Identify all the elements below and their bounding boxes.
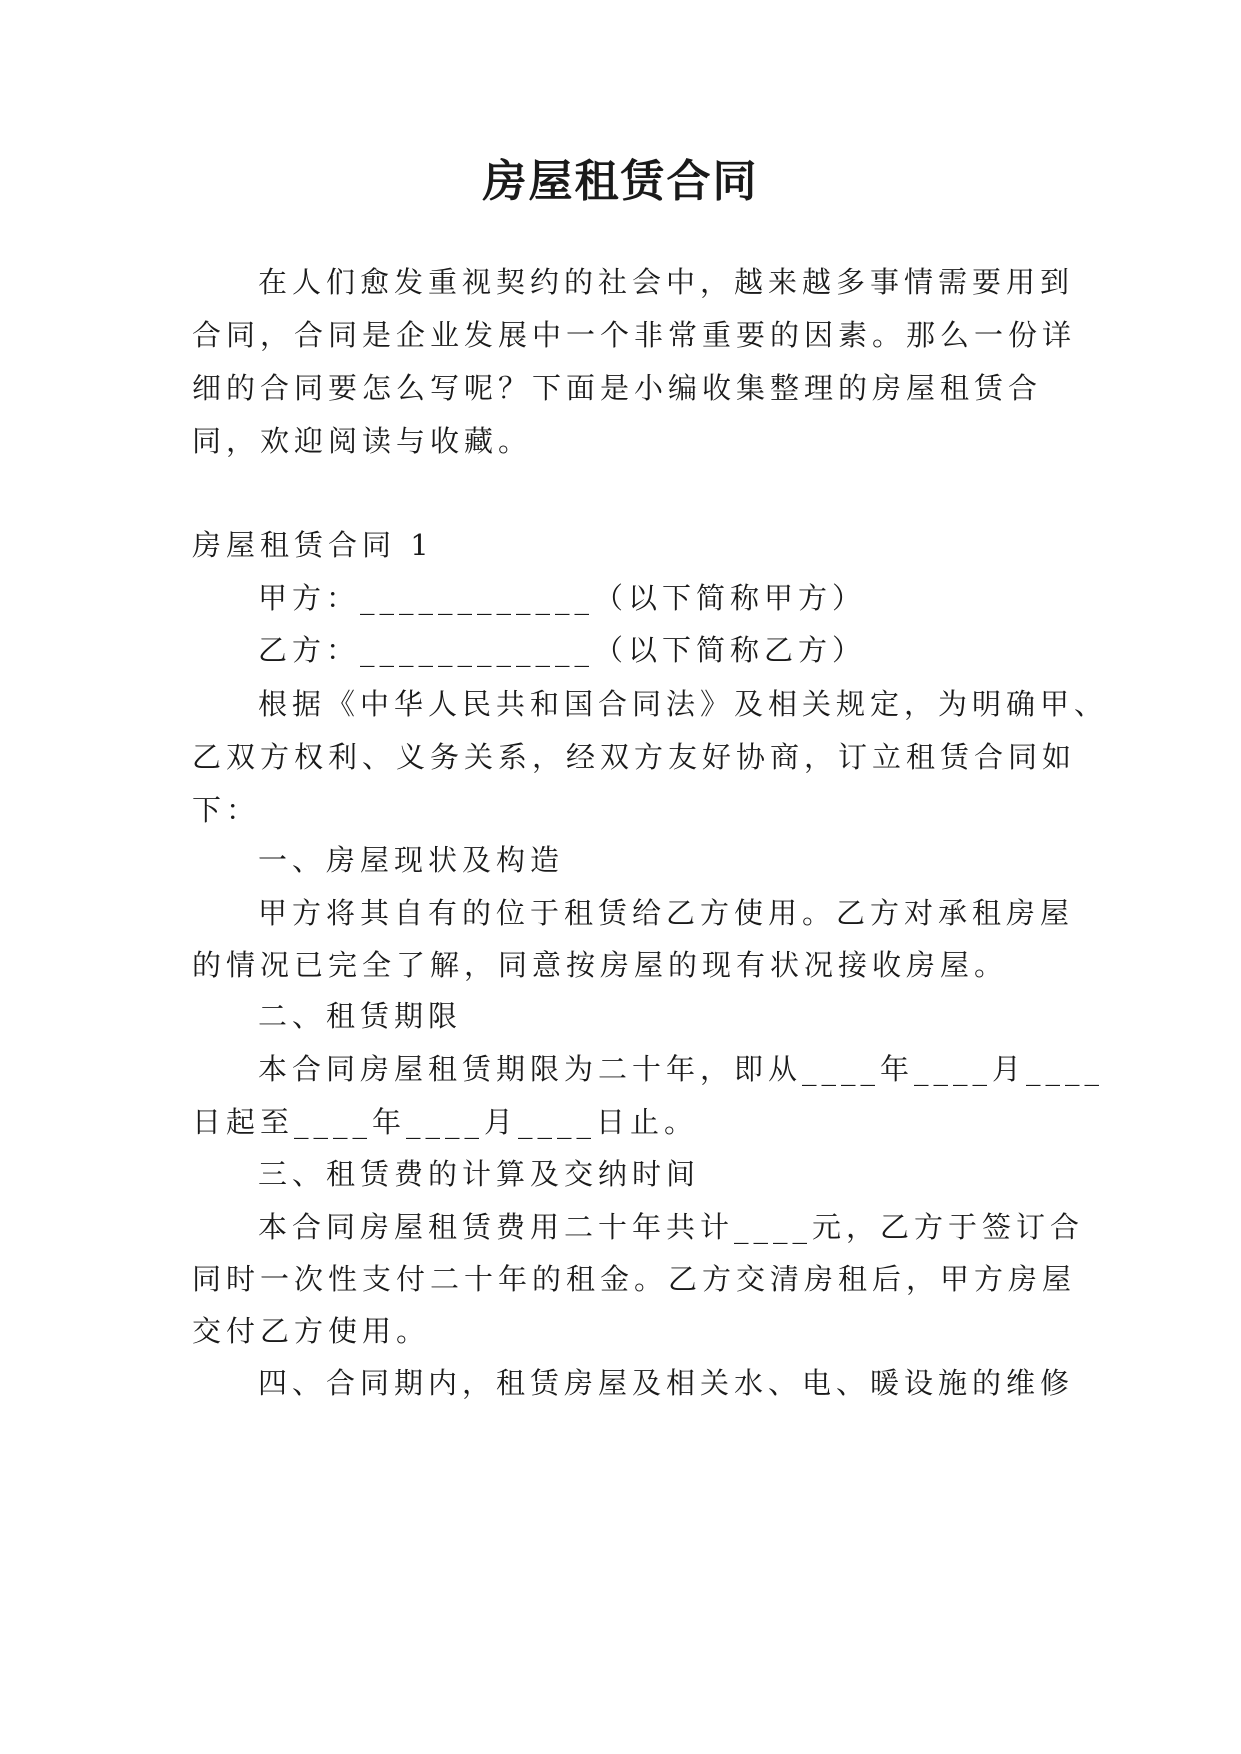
clause-heading: 二、租赁期限 bbox=[258, 999, 463, 1033]
intro-line: 同，欢迎阅读与收藏。 bbox=[192, 424, 533, 458]
intro-line: 在人们愈发重视契约的社会中，越来越多事情需要用到 bbox=[258, 265, 1075, 299]
body-line: 本合同房屋租赁期限为二十年，即从____年____月____ bbox=[258, 1052, 1105, 1086]
document-title: 房屋租赁合同 bbox=[482, 156, 759, 207]
clause-heading: 四、合同期内，租赁房屋及相关水、电、暖设施的维修 bbox=[258, 1366, 1075, 1400]
body-line: 交付乙方使用。 bbox=[192, 1314, 431, 1348]
party-b-line: 乙方：____________（以下简称乙方） bbox=[258, 633, 867, 667]
intro-line: 合同，合同是企业发展中一个非常重要的因素。那么一份详 bbox=[192, 318, 1077, 352]
body-line: 乙双方权利、义务关系，经双方友好协商，订立租赁合同如 bbox=[192, 740, 1077, 774]
body-line: 本合同房屋租赁费用二十年共计____元，乙方于签订合 bbox=[258, 1210, 1085, 1244]
body-line: 同时一次性支付二十年的租金。乙方交清房租后，甲方房屋 bbox=[192, 1262, 1077, 1296]
clause-heading: 一、房屋现状及构造 bbox=[258, 843, 565, 877]
body-line: 日起至____年____月____日止。 bbox=[192, 1105, 699, 1139]
party-a-line: 甲方：____________（以下简称甲方） bbox=[258, 581, 867, 615]
section-heading: 房屋租赁合同 1 bbox=[192, 528, 434, 562]
body-line: 根据《中华人民共和国合同法》及相关规定，为明确甲、 bbox=[258, 687, 1109, 721]
body-line: 下： bbox=[192, 793, 261, 827]
body-line: 甲方将其自有的位于租赁给乙方使用。乙方对承租房屋 bbox=[258, 896, 1075, 930]
body-line: 的情况已完全了解，同意按房屋的现有状况接收房屋。 bbox=[192, 948, 1009, 982]
clause-heading: 三、租赁费的计算及交纳时间 bbox=[258, 1157, 701, 1191]
intro-line: 细的合同要怎么写呢？下面是小编收集整理的房屋租赁合 bbox=[192, 371, 1043, 405]
